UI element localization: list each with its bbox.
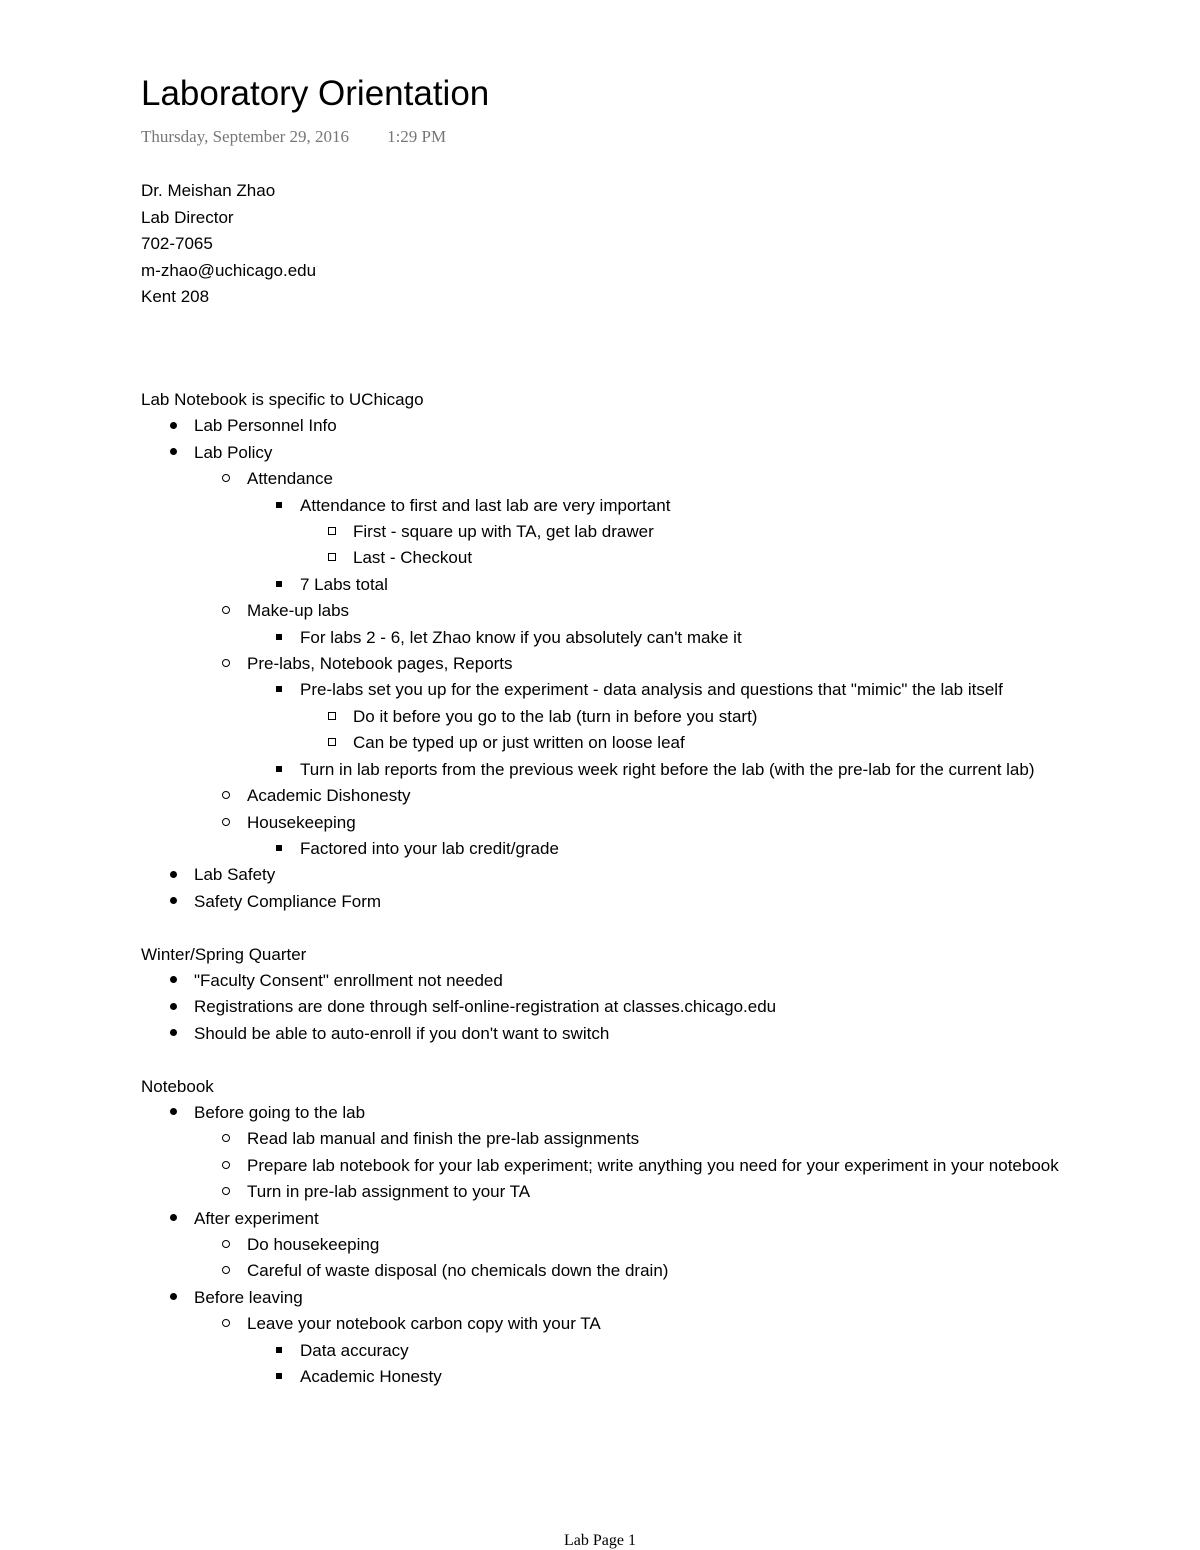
list-item-text: Do it before you go to the lab (turn in before you start) <box>353 706 758 726</box>
list-item <box>141 1179 1081 1205</box>
list-item <box>141 1364 1081 1390</box>
bullet-disc-icon <box>166 1206 180 1232</box>
bullet-open-square-icon <box>325 519 339 545</box>
bullet-square-icon <box>272 1364 286 1390</box>
list-item <box>141 1021 1081 1047</box>
list-item-text: Leave your notebook carbon copy with your TA <box>247 1314 601 1334</box>
list-item-text: Prepare lab notebook for your lab experiment; write anything you need for your experiment in your notebook <box>247 1155 1059 1175</box>
list-item-text: Factored into your lab credit/grade <box>300 838 559 858</box>
bullet-disc-icon <box>166 413 180 439</box>
bullet-square-icon <box>272 572 286 598</box>
list-item-text: Data accuracy <box>300 1340 409 1360</box>
list-item <box>141 1206 1081 1232</box>
section-heading: Winter/Spring Quarter <box>141 944 307 964</box>
list-item <box>141 440 1081 466</box>
list-item <box>141 1338 1081 1364</box>
bullet-circle-icon <box>219 1179 233 1205</box>
bullet-disc-icon <box>166 1285 180 1311</box>
list-item <box>141 413 1081 439</box>
list-item <box>141 598 1081 624</box>
list-item-text: Should be able to auto-enroll if you don't want to switch <box>194 1023 610 1043</box>
list-item <box>141 1311 1081 1337</box>
bullet-square-icon <box>272 757 286 783</box>
list-item-text: Turn in pre-lab assignment to your TA <box>247 1182 531 1202</box>
list-item <box>141 783 1081 809</box>
list-item-text: Lab Personnel Info <box>194 416 337 436</box>
list-item <box>141 519 1081 545</box>
list-item-text: Safety Compliance Form <box>194 891 382 911</box>
list-item-text: Academic Dishonesty <box>247 786 411 806</box>
list-item <box>141 994 1081 1020</box>
list-item <box>141 1153 1081 1179</box>
list-item-text: After experiment <box>194 1208 319 1228</box>
bullet-open-square-icon <box>325 545 339 571</box>
list-item-text: Pre-labs, Notebook pages, Reports <box>247 654 513 674</box>
list-item-text: Do housekeeping <box>247 1234 380 1254</box>
notes-outline <box>141 387 1081 1390</box>
page-timestamp <box>141 127 446 147</box>
bullet-disc-icon <box>166 889 180 915</box>
list-item-text: Turn in lab reports from the previous week right before the lab (with the pre-lab for the current lab) <box>300 759 1035 779</box>
list-item <box>141 572 1081 598</box>
list-item <box>141 1258 1081 1284</box>
bullet-circle-icon <box>219 1126 233 1152</box>
bullet-disc-icon <box>166 968 180 994</box>
contact-role: Lab Director <box>141 207 234 227</box>
list-item <box>141 677 1081 703</box>
list-item <box>141 466 1081 492</box>
list-item <box>141 1126 1081 1152</box>
bullet-disc-icon <box>166 862 180 888</box>
bullet-disc-icon <box>166 440 180 466</box>
list-item <box>141 1100 1081 1126</box>
list-item-text: Before leaving <box>194 1287 303 1307</box>
list-item <box>141 651 1081 677</box>
list-item-text: Pre-labs set you up for the experiment - data analysis and questions that "mimic" the lab itself <box>300 680 1003 700</box>
list-item-text: "Faculty Consent" enrollment not needed <box>194 970 503 990</box>
contact-name: Dr. Meishan Zhao <box>141 181 276 200</box>
bullet-square-icon <box>272 493 286 519</box>
page-date: Thursday, September 29, 2016 <box>141 127 350 146</box>
contact-block <box>141 178 316 311</box>
bullet-circle-icon <box>219 1232 233 1258</box>
bullet-circle-icon <box>219 783 233 809</box>
bullet-circle-icon <box>219 1311 233 1337</box>
bullet-square-icon <box>272 1338 286 1364</box>
list-item-text: First - square up with TA, get lab drawer <box>353 522 654 542</box>
list-item <box>141 862 1081 888</box>
list-item <box>141 704 1081 730</box>
bullet-disc-icon <box>166 1021 180 1047</box>
list-item-text: Careful of waste disposal (no chemicals down the drain) <box>247 1261 669 1281</box>
list-item <box>141 1285 1081 1311</box>
bullet-circle-icon <box>219 598 233 624</box>
list-item <box>141 625 1081 651</box>
section-heading: Notebook <box>141 1076 214 1096</box>
list-item-text: For labs 2 - 6, let Zhao know if you absolutely can't make it <box>300 627 742 647</box>
list-item <box>141 968 1081 994</box>
list-item-text: Last - Checkout <box>353 548 473 568</box>
bullet-circle-icon <box>219 1258 233 1284</box>
list-item <box>141 493 1081 519</box>
page-title: Laboratory Orientation <box>141 74 490 113</box>
list-item <box>141 889 1081 915</box>
list-item-text: Read lab manual and finish the pre-lab assignments <box>247 1129 640 1149</box>
list-item-text: Make-up labs <box>247 601 350 621</box>
list-item-text: 7 Labs total <box>300 574 388 594</box>
list-item <box>141 1232 1081 1258</box>
list-item <box>141 545 1081 571</box>
list-item <box>141 836 1081 862</box>
list-item-text: Registrations are done through self-online-registration at classes.chicago.edu <box>194 997 777 1017</box>
bullet-circle-icon <box>219 651 233 677</box>
contact-phone: 702-7065 <box>141 234 213 253</box>
page-footer: Lab Page 1 <box>564 1532 636 1549</box>
bullet-disc-icon <box>166 1100 180 1126</box>
bullet-circle-icon <box>219 810 233 836</box>
list-item-text: Lab Policy <box>194 442 273 462</box>
list-item-text: Can be typed up or just written on loose leaf <box>353 733 685 753</box>
bullet-open-square-icon <box>325 704 339 730</box>
list-item-text: Academic Honesty <box>300 1367 442 1386</box>
section-heading: Lab Notebook is specific to UChicago <box>141 390 424 409</box>
bullet-circle-icon <box>219 1153 233 1179</box>
list-item <box>141 730 1081 756</box>
list-item-text: Attendance <box>247 469 334 489</box>
bullet-square-icon <box>272 836 286 862</box>
bullet-open-square-icon <box>325 730 339 756</box>
bullet-circle-icon <box>219 466 233 492</box>
list-item-text: Lab Safety <box>194 865 276 885</box>
bullet-square-icon <box>272 677 286 703</box>
contact-email: m-zhao@uchicago.edu <box>141 260 317 280</box>
list-item-text: Attendance to first and last lab are very important <box>300 495 671 515</box>
contact-office: Kent 208 <box>141 287 210 306</box>
list-item <box>141 757 1081 783</box>
list-item-text: Before going to the lab <box>194 1102 366 1122</box>
bullet-disc-icon <box>166 994 180 1020</box>
bullet-square-icon <box>272 625 286 651</box>
list-item <box>141 810 1081 836</box>
list-item-text: Housekeeping <box>247 812 356 832</box>
page-time: 1:29 PM <box>387 127 447 146</box>
